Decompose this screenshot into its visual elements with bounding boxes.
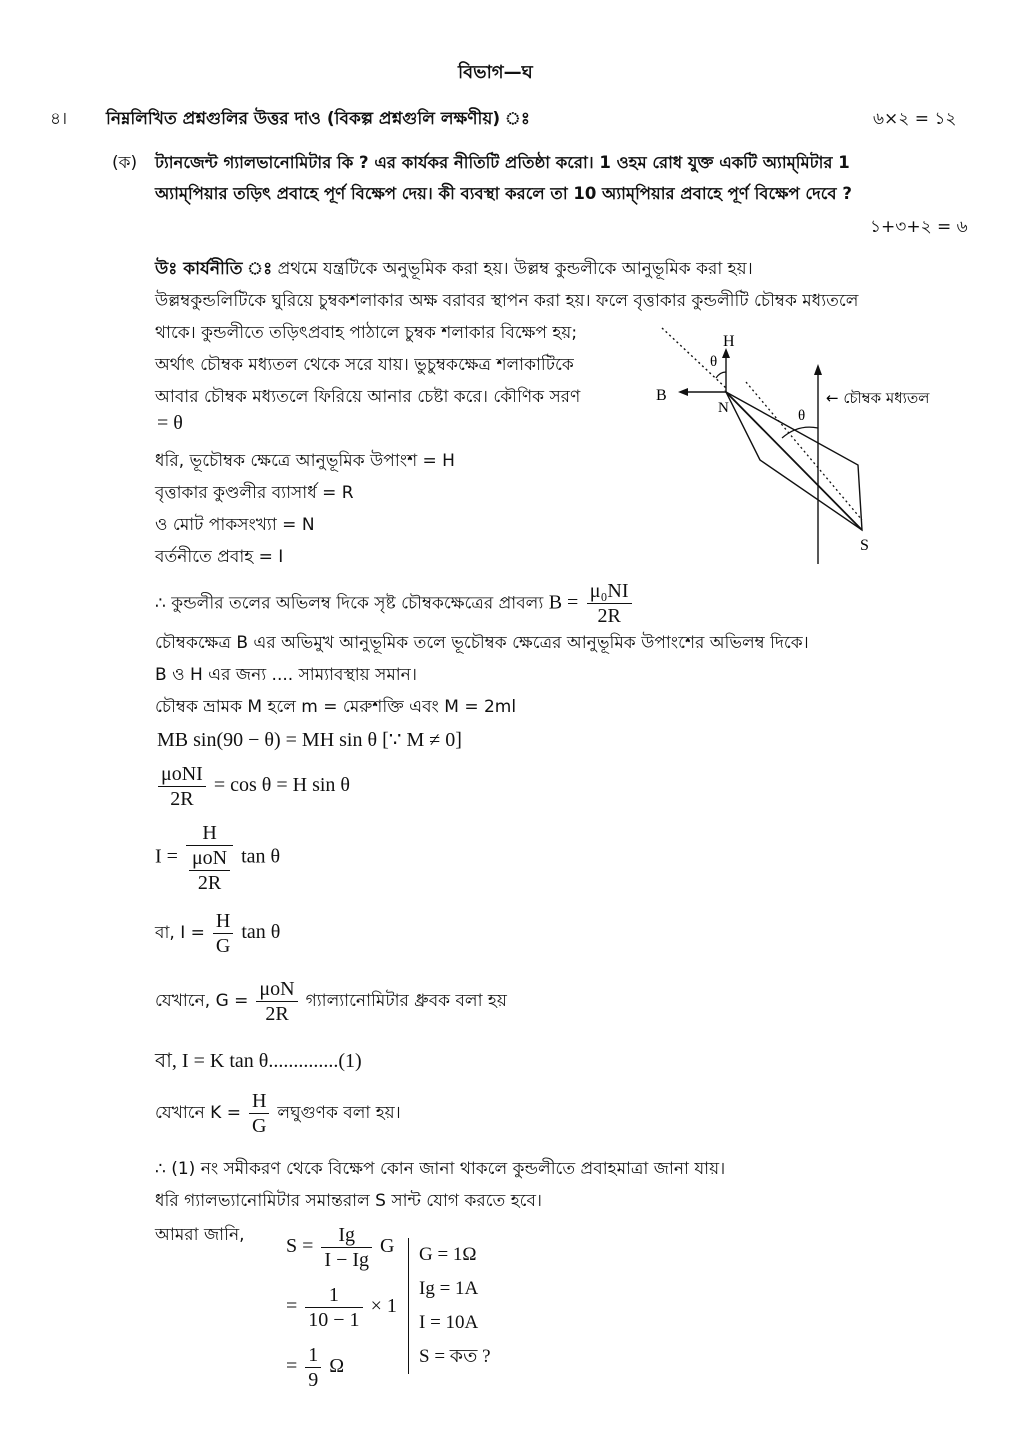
b-numerator: μ₀NI [587,580,632,604]
eq2-fraction [158,763,206,810]
eq4-denominator: G [215,935,231,957]
eq3-lhs: I = [155,845,178,868]
label-S: S [860,537,869,554]
tangent-galvanometer-diagram [640,320,980,570]
eq5-numerator: μoN [256,978,297,1002]
eq3-inner-denominator: 2R [197,872,222,894]
eq3-inner-numerator: μoN [189,847,230,871]
eq3-fraction [186,822,233,894]
eq4-fraction [213,910,233,957]
eq4-numerator: H [213,910,233,934]
shunt-step3 [286,1344,344,1391]
eq3-numerator: H [186,822,233,846]
eq-current-compound [155,822,280,894]
question-number: ৪। [50,109,68,129]
b-denominator: 2R [597,605,621,627]
b-fraction [587,580,632,627]
eq-current-G [155,910,280,957]
eq5-lhs: যেখানে, G = [155,991,249,1012]
given-G: G = 1Ω [419,1244,477,1265]
label-B: B [656,387,667,404]
given-S: S = কত ? [419,1346,491,1367]
part-question-line2: অ্যাম্‌পিয়ার তড়িৎ প্রবাহে পূর্ণ বিক্ষেপ দেয়। কী ব্যবস্থা করলে তা 10 অ্যাম্‌পিয়ার প্রবাহে পূর্ণ বিক্ষেপ দেবে ? [155,184,852,203]
eq7-denominator: G [251,1115,267,1137]
s2-numerator: 1 [305,1284,362,1308]
part-marks: ১+৩+২ = ৬ [870,217,968,237]
label-N: N [718,400,729,416]
eq2-rest: = cos θ = H sin θ [213,774,350,797]
label-theta-top: θ [710,354,718,370]
meridian-arrowhead [814,364,822,375]
eq2-denominator: 2R [170,788,194,810]
def-N: ও মোট পাকসংখ্যা = N [155,515,315,535]
s1-numerator: Ig [321,1224,372,1248]
eq2-numerator: μoNI [158,763,206,787]
s1-fraction [321,1224,372,1271]
answer-line5: আবার চৌম্বক মধ্যতলে ফিরিয়ে আনার চেষ্টা করে। কৌণিক সরণ [155,387,581,407]
label-H: H [723,333,735,350]
b-lhs: B = [548,591,579,614]
torque-equation: MB sin(90 − θ) = MH sin θ [∵ M ≠ 0] [157,729,462,751]
s1-rest: G [380,1235,395,1258]
field-strength-text: ∴ কুন্ডলীর তলের অভিলম্ব দিকে সৃষ্ট চৌম্বকক্ষেত্রের প্রাবল্য [155,593,544,614]
s3-fraction [305,1344,321,1391]
eq7-lhs: যেখানে K = [155,1103,241,1124]
eq5-rest: গ্যাল্যানোমিটার ধ্রুবক বলা হয় [305,991,507,1012]
answer-line3: থাকে। কুন্ডলীতে তড়িৎপ্রবাহ পাঠালে চুম্বক শলাকার বিক্ষেপ হয়; [155,323,578,343]
field-strength-line [155,580,635,627]
s3-lhs: = [286,1355,298,1378]
answer-line1-text: প্রথমে যন্ত্রটিকে অনুভূমিক করা হয়। উল্লম্ব কুন্ডলীকে আনুভূমিক করা হয়। [277,259,753,279]
conclusion-line: ∴ (1) নং সমীকরণ থেকে বিক্ষেপ কোন জানা থাকলে কুন্ডলীতে প্রবাহমাত্রা জানা যায়। [155,1159,726,1179]
eq4-rest: tan θ [241,921,281,944]
shunt-step1 [286,1224,394,1271]
s3-rest: Ω [329,1355,345,1378]
direction-line: চৌম্বকক্ষেত্র B এর অভিমুখ আনুভূমিক তলে ভূচৌম্বক ক্ষেত্রের আনুভূমিক উপাংশের অভিলম্ব দিকে। [155,633,809,653]
def-I: বর্তনীতে প্রবাহ = I [155,547,284,567]
def-R: বৃত্তাকার কুণ্ডলীর ব্যাসার্ধ = R [155,483,354,503]
eq7-fraction [249,1090,269,1137]
s3-denominator: 9 [308,1369,319,1391]
def-H: ধরি, ভূচৌম্বক ক্ষেত্রে আনুভূমিক উপাংশ = H [155,451,455,471]
theta-top-arc [716,372,726,378]
answer-lead: উঃ কার্যনীতি ঃ [155,259,273,279]
s3-numerator: 1 [305,1344,321,1368]
given-Ig: Ig = 1A [419,1278,479,1299]
b-arrowhead [678,388,688,396]
eq5-denominator: 2R [265,1003,289,1025]
eq4-lhs: বা, I = [155,923,205,944]
we-know-line: আমরা জানি, [155,1225,245,1245]
eq-k-tan: বা, I = K tan θ..............(1) [155,1050,362,1072]
question-instruction: নিম্নলিখিত প্রশ্নগুলির উত্তর দাও (বিকল্প প্রশ্নগুলি লক্ষণীয়) ঃ [106,109,530,129]
eq3-rest: tan θ [241,845,281,868]
s2-rest: × 1 [370,1295,397,1318]
s1-lhs: S = [286,1235,314,1258]
answer-line6: = θ [157,412,183,434]
eq7-numerator: H [249,1090,269,1114]
label-magnetic-meridian: ← চৌম্বক মধ্যতল [826,389,930,407]
eq3-inner-fraction [189,847,230,894]
answer-line4: অর্থাৎ চৌম্বক মধ্যতল থেকে সরে যায়। ভুচুম্বকক্ষেত্র শলাকাটিকে [155,355,574,375]
s1-denominator: I − Ig [324,1249,370,1271]
part-question-line1: ট্যানজেন্ট গ্যালভানোমিটার কি ? এর কার্যকর নীতিটি প্রতিষ্ঠা করো। 1 ওহম রোধ যুক্ত একটি অ্যাম্‌মিটার 1 [155,153,850,172]
eq3-denominator [186,846,233,894]
moment-line: চৌম্বক ভ্রামক M হলে m = মেরুশক্তি এবং M = 2ml [155,697,517,717]
s2-lhs: = [286,1295,298,1318]
given-I: I = 10A [419,1312,479,1333]
label-theta-mid: θ [798,408,806,424]
s2-denominator: 10 − 1 [308,1309,360,1331]
question-marks: ৬×২ = ১২ [873,109,957,129]
eq-galvanometer-constant [155,978,507,1025]
section-title: বিভাগ—ঘ [458,62,533,83]
answer-line1 [155,256,753,284]
part-label: (ক) [112,153,138,173]
s2-fraction [305,1284,362,1331]
shunt-line: ধরি গ্যালভ্যানোমিটার সমান্তরাল S সান্ট যোগ করতে হবে। [155,1191,543,1211]
eq7-rest: লঘুগুণক বলা হয়। [277,1103,401,1124]
eq-reduction-factor [155,1090,401,1137]
needle-line [726,392,862,530]
answer-line2: উল্লম্বকুন্ডলিটিকে ঘুরিয়ে চুম্বকশলাকার অক্ষ বরাবর স্থাপন করা হয়। ফলে বৃত্তাকার কুন্ডলীটি চৌম্বক মধ্যতলে [155,291,859,311]
shunt-step2 [286,1284,397,1331]
eq5-fraction [256,978,297,1025]
given-values [408,1238,491,1374]
eq-cos-sin [155,763,350,810]
equilibrium-line: B ও H এর জন্য .... সাম্যাবস্থায় সমান। [155,665,417,685]
